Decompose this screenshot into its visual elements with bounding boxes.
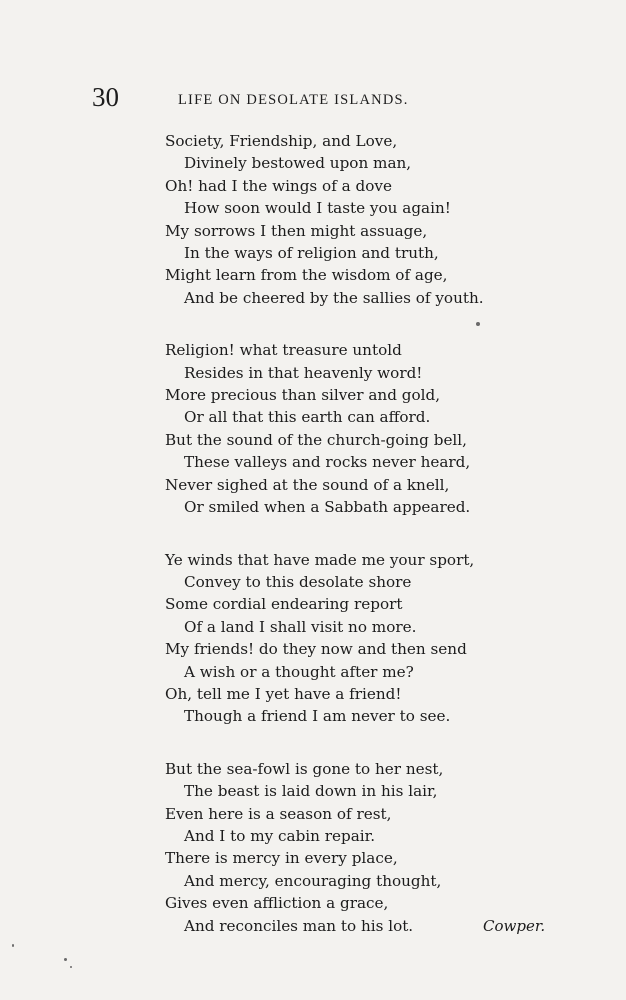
poem-line: Though a friend I am never to see. — [184, 707, 451, 726]
poem-line: Society, Friendship, and Love, — [165, 132, 398, 150]
poem-line: Convey to this desolate shore — [184, 572, 412, 591]
poem — [165, 130, 565, 967]
scan-speck — [476, 322, 480, 326]
poem-line: My friends! do they now and then send — [165, 640, 467, 659]
poem-line: Oh, tell me I yet have a friend! — [165, 684, 402, 703]
poem-line: Religion! what treasure untold — [165, 341, 402, 360]
poem-line: In the ways of religion and truth, — [184, 244, 439, 263]
poem-line: Or all that this earth can afford. — [184, 408, 431, 427]
poem-line: But the sea-fowl is gone to her nest, — [165, 759, 444, 778]
poem-line: And I to my cabin repair. — [184, 826, 376, 845]
stanza-2 — [165, 339, 565, 518]
poem-line: My sorrows I then might assuage, — [165, 221, 428, 240]
poem-line: Might learn from the wisdom of age, — [165, 266, 448, 285]
poem-line: Divinely bestowed upon man, — [184, 154, 412, 173]
closing-row — [165, 915, 565, 937]
poem-line: A wish or a thought after me? — [184, 662, 414, 681]
poem-line: Ye winds that have made me your sport, — [165, 550, 475, 569]
poem-line: These valleys and rocks never heard, — [184, 453, 471, 472]
poem-line: And mercy, encouraging thought, — [184, 871, 442, 890]
stanza-1 — [165, 130, 565, 309]
scan-speck — [64, 958, 67, 961]
stanza-3 — [165, 549, 565, 728]
scan-speck — [70, 966, 72, 968]
poem-line: And reconciles man to his lot. — [184, 916, 414, 935]
poem-line: But the sound of the church-going bell, — [165, 430, 467, 449]
stanza-4 — [165, 758, 565, 937]
poem-line: Never sighed at the sound of a knell, — [165, 475, 450, 494]
poem-line: Even here is a season of rest, — [165, 804, 392, 823]
poem-line: The beast is laid down in his lair, — [184, 782, 438, 801]
poem-line: Resides in that heavenly word! — [184, 363, 423, 382]
poem-line: Some cordial endearing report — [165, 595, 403, 614]
poem-line: Or smiled when a Sabbath appeared. — [184, 498, 471, 517]
poem-line: Of a land I shall visit no more. — [184, 617, 417, 636]
poem-line: Oh! had I the wings of a dove — [165, 176, 392, 195]
poem-line: There is mercy in every place, — [165, 849, 398, 868]
attribution: Cowper. — [483, 916, 546, 935]
poem-line: Gives even affliction a grace, — [165, 894, 389, 913]
poem-line: And be cheered by the sallies of youth. — [184, 288, 484, 307]
poem-line: More precious than silver and gold, — [165, 386, 441, 405]
poem-line: How soon would I taste you again! — [184, 199, 451, 218]
page-number: 30 — [92, 82, 119, 112]
scan-speck — [12, 944, 14, 947]
running-head: LIFE ON DESOLATE ISLANDS. — [178, 92, 409, 108]
